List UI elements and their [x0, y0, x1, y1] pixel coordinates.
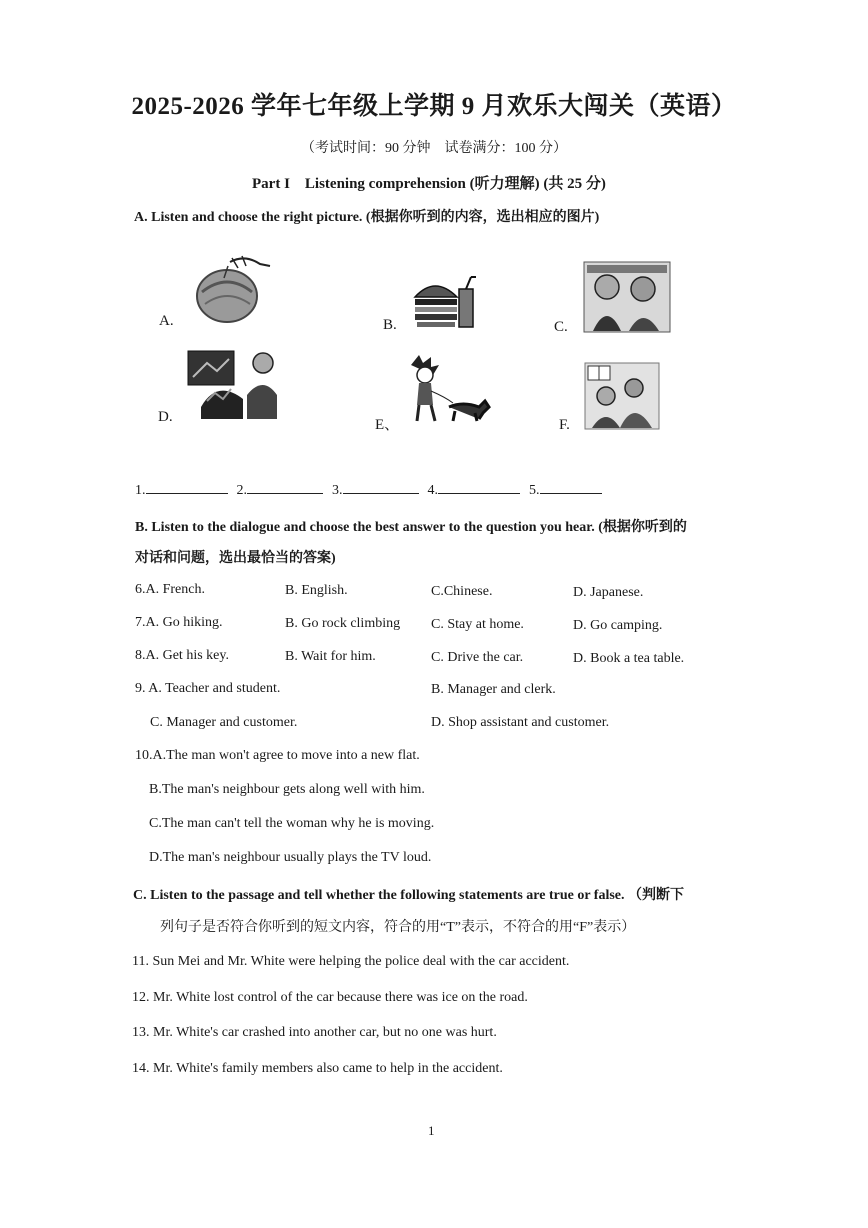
picture-c [583, 261, 671, 333]
section-a-instruction: A. Listen and choose the right picture. (根据你听到的内容，选出相应的图片) [134, 210, 600, 225]
q7-option-c: C. Stay at home. [431, 617, 524, 632]
q7-option-b: B. Go rock climbing [285, 616, 401, 631]
picture-b [413, 275, 479, 331]
picture-label-a: A. [159, 313, 174, 329]
q8-option-d: D. Book a tea table. [573, 651, 685, 666]
q9-option-a: 9. A. Teacher and student. [135, 681, 281, 696]
q8-option-a: 8.A. Get his key. [135, 648, 229, 663]
section-c-instruction-line1: C. Listen to the passage and tell whether the following statements are true or false. （判断下 [133, 888, 685, 903]
q8-option-c: C. Drive the car. [431, 650, 524, 665]
picture-label-c: C. [554, 319, 568, 335]
q6-option-d: D. Japanese. [573, 585, 644, 600]
statement-11: 11. Sun Mei and Mr. White were helping the police deal with the car accident. [132, 954, 570, 969]
q6-option-a: 6.A. French. [135, 582, 205, 597]
blank-label-3: 3. [332, 483, 343, 498]
answer-blanks-row [135, 481, 602, 499]
exam-subtitle: （考试时间：90 分钟 试卷满分：100 分） [301, 141, 567, 156]
section-b-instruction-line1: B. Listen to the dialogue and choose the best answer to the question you hear. (根据你听到的 [135, 520, 687, 535]
q10-option-c: C.The man can't tell the woman why he is moving. [149, 816, 435, 831]
blank-label-5: 5. [529, 483, 540, 498]
blank-label-2: 2. [236, 483, 247, 498]
q7-option-d: D. Go camping. [573, 618, 663, 633]
q7-option-a: 7.A. Go hiking. [135, 615, 223, 630]
answer-blank-1[interactable] [146, 481, 228, 494]
q10-option-d: D.The man's neighbour usually plays the TV loud. [149, 850, 432, 865]
picture-f [584, 362, 660, 430]
q10-option-b: B.The man's neighbour gets along well with him. [149, 782, 425, 797]
section-b-instruction-line2: 对话和问题，选出最恰当的答案) [135, 551, 336, 566]
picture-label-e: E、 [375, 417, 400, 433]
picture-d [187, 349, 279, 421]
exam-title: 2025-2026 学年七年级上学期 9 月欢乐大闯关（英语） [131, 93, 737, 120]
q10-option-a: 10.A.The man won't agree to move into a new flat. [135, 748, 420, 763]
picture-label-b: B. [383, 317, 397, 333]
part-heading: Part I Listening comprehension (听力理解) (共 25 分) [252, 176, 606, 192]
blank-label-1: 1. [135, 483, 146, 498]
q9-option-d: D. Shop assistant and customer. [431, 715, 610, 730]
picture-label-f: F. [559, 417, 570, 433]
answer-blank-5[interactable] [540, 481, 602, 494]
blank-label-4: 4. [427, 483, 438, 498]
statement-13: 13. Mr. White's car crashed into another car, but no one was hurt. [132, 1025, 497, 1040]
q8-option-b: B. Wait for him. [285, 649, 376, 664]
statement-12: 12. Mr. White lost control of the car because there was ice on the road. [132, 990, 528, 1005]
q9-option-b: B. Manager and clerk. [431, 682, 556, 697]
statement-14: 14. Mr. White's family members also came to help in the accident. [132, 1061, 503, 1076]
page-number: 1 [428, 1123, 435, 1138]
picture-label-d: D. [158, 409, 173, 425]
answer-blank-4[interactable] [438, 481, 520, 494]
q6-option-b: B. English. [285, 583, 348, 598]
picture-a [190, 252, 282, 324]
picture-e [401, 353, 491, 425]
q9-option-c: C. Manager and customer. [150, 715, 298, 730]
section-c-instruction-line2: 列句子是否符合你听到的短文内容，符合的用“T”表示，不符合的用“F”表示） [160, 920, 636, 935]
answer-blank-2[interactable] [247, 481, 323, 494]
q6-option-c: C.Chinese. [431, 584, 493, 599]
answer-blank-3[interactable] [343, 481, 419, 494]
